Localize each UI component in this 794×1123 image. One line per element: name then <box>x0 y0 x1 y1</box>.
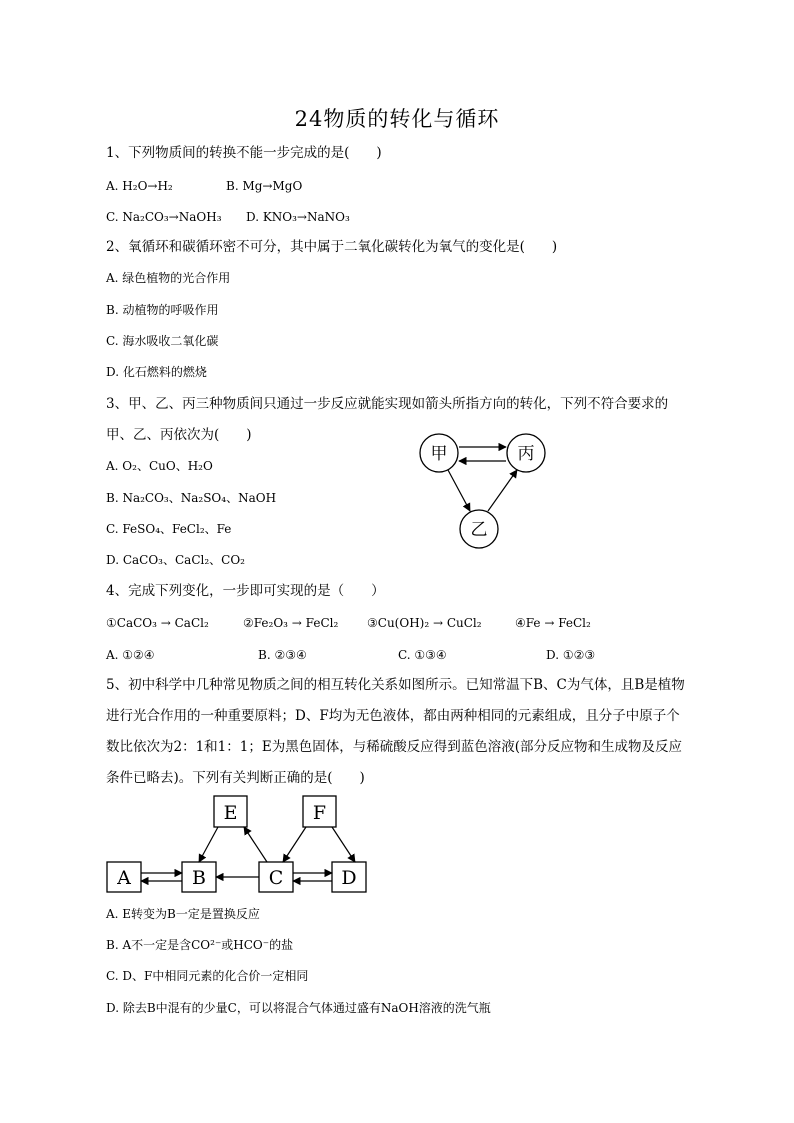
q3-stem-line2: 甲、乙、丙依次为( ) <box>106 427 252 443</box>
q4-item-4: ④Fe → FeCl₂ <box>515 616 591 630</box>
q5-option-d[interactable]: D. 除去B中混有的少量C，可以将混合气体通过盛有NaOH溶液的洗气瓶 <box>106 1001 491 1015</box>
page-title: 24物质的转化与循环 <box>294 107 500 131</box>
q4-item-3: ③Cu(OH)₂ → CuCl₂ <box>367 616 482 630</box>
q3-arrow-yi-to-bing <box>488 470 517 511</box>
q5-label-e: E <box>223 802 238 824</box>
q4-option-d[interactable]: D. ①②③ <box>546 648 596 662</box>
q1-options-row2 <box>106 207 350 227</box>
q5-label-d: D <box>341 867 357 889</box>
q5-label-f: F <box>312 802 327 824</box>
q1-option-b[interactable]: B. Mg→MgO <box>226 179 303 193</box>
q3-triangle-diagram <box>410 425 560 555</box>
q3-label-jia: 甲 <box>430 444 448 464</box>
q1-option-d[interactable]: D. KNO₃→NaNO₃ <box>246 210 350 224</box>
q2-option-b[interactable]: B. 动植物的呼吸作用 <box>106 303 219 317</box>
q1-options-row1 <box>106 176 302 196</box>
q1-stem: 1、下列物质间的转换不能一步完成的是( ) <box>106 145 382 161</box>
q4-item-1: ①CaCO₃ → CaCl₂ <box>106 616 209 630</box>
q3-option-c[interactable]: C. FeSO₄、FeCl₂、Fe <box>106 522 232 536</box>
q5-option-b[interactable]: B. A不一定是含CO²⁻或HCO⁻的盐 <box>106 938 294 952</box>
q3-label-bing: 丙 <box>517 444 535 464</box>
q3-option-b[interactable]: B. Na₂CO₃、Na₂SO₄、NaOH <box>106 491 277 505</box>
q2-option-c[interactable]: C. 海水吸收二氧化碳 <box>106 334 219 348</box>
q5-option-c[interactable]: C. D、F中相同元素的化合价一定相同 <box>106 969 309 983</box>
q4-item-2: ②Fe₂O₃ → FeCl₂ <box>243 616 339 630</box>
q4-stem: 4、完成下列变化，一步即可实现的是（ ） <box>106 583 385 599</box>
q3-stem-line1: 3、甲、乙、丙三种物质间只通过一步反应就能实现如箭头所指方向的转化，下列不符合要求的 <box>106 396 669 412</box>
q4-option-b[interactable]: B. ②③④ <box>258 648 307 662</box>
q5-arrow-e-to-b <box>199 827 218 862</box>
q1-option-a[interactable]: A. H₂O→H₂ <box>106 179 173 193</box>
q4-options-row <box>106 645 595 665</box>
q5-label-b: B <box>192 867 206 889</box>
q4-option-c[interactable]: C. ①③④ <box>398 648 447 662</box>
q5-label-c: C <box>268 867 284 889</box>
q5-label-a: A <box>117 867 131 889</box>
q3-option-a[interactable]: A. O₂、CuO、H₂O <box>106 459 213 473</box>
q3-arrow-jia-to-yi <box>448 470 470 511</box>
q5-relation-diagram <box>100 790 380 900</box>
q5-arrow-f-to-d <box>332 827 355 862</box>
q5-arrow-c-to-e <box>244 827 267 862</box>
q3-label-yi: 乙 <box>470 520 488 540</box>
q4-option-a[interactable]: A. ①②④ <box>106 648 155 662</box>
q4-items-row <box>106 613 591 633</box>
q2-option-d[interactable]: D. 化石燃料的燃烧 <box>106 365 207 379</box>
q5-stem: 5、初中科学中几种常见物质之间的相互转化关系如图所示。已知常温下B、C为气体，且B是植物进行光合作用的一种重要原料；D、F均为无色液体，都由两种相同的元素组成，且分子中原子个数比依次为2：1和1：1；E为黑色固体，与稀硫酸反应得到蓝色溶液(部分反应物和生成物及反应条件已略去)。下列有关判断正确的是( ) <box>106 677 685 786</box>
q2-stem: 2、氧循环和碳循环密不可分，其中属于二氧化碳转化为氧气的变化是( ) <box>106 239 558 255</box>
q1-option-c[interactable]: C. Na₂CO₃→NaOH₃ <box>106 210 222 224</box>
q3-option-d[interactable]: D. CaCO₃、CaCl₂、CO₂ <box>106 553 245 567</box>
q5-option-a[interactable]: A. E转变为B一定是置换反应 <box>106 907 260 921</box>
q2-option-a[interactable]: A. 绿色植物的光合作用 <box>106 271 231 285</box>
q5-arrow-f-to-c <box>283 827 306 862</box>
